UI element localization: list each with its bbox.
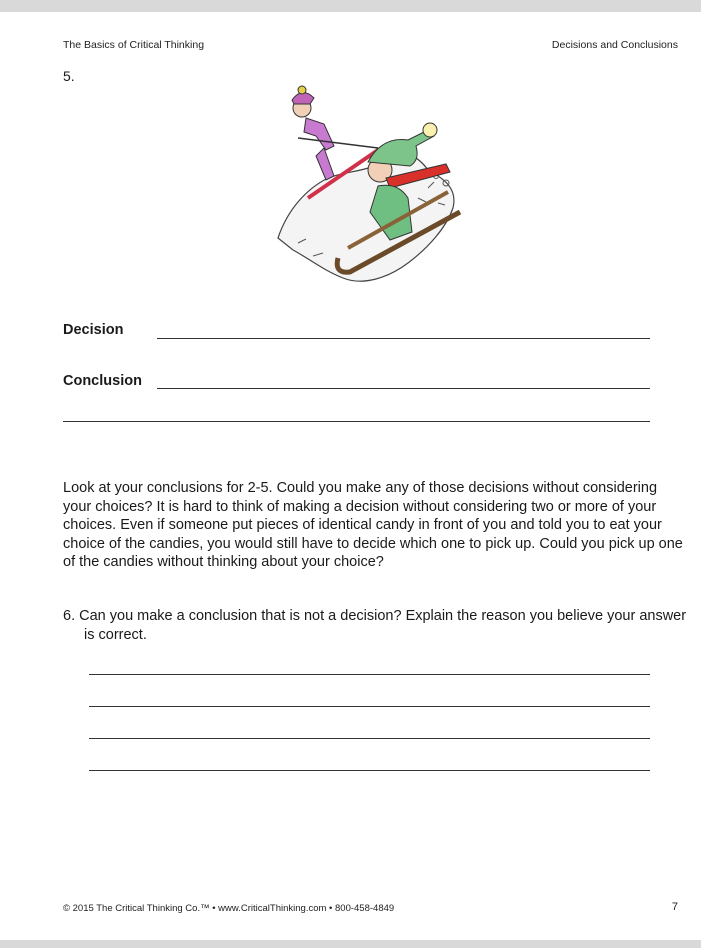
question-5-number: 5. xyxy=(63,68,75,84)
decision-answer-line[interactable] xyxy=(157,338,650,339)
sledding-skiing-illustration xyxy=(268,78,474,290)
answer-line-4[interactable] xyxy=(89,770,650,771)
header-chapter-title: Decisions and Conclusions xyxy=(551,39,678,51)
explanation-paragraph: Look at your conclusions for 2-5. Could you make any of those decisions without considering your choices? It is hard to think of making a decision without considering two or more of your choices. Even if someone put pieces of identical candy in front of you and told you to eat your choice of the candies, you would still have to decide which one to pick up. Could you pick up one of the candies without thinking about your choice? xyxy=(63,480,683,570)
worksheet-page xyxy=(0,12,701,940)
header-book-title: The Basics of Critical Thinking xyxy=(63,39,205,51)
answer-line-3[interactable] xyxy=(89,738,650,739)
question-6-text: 6. Can you make a conclusion that is not a decision? Explain the reason you believe your answer is correct. xyxy=(63,608,687,643)
answer-line-2[interactable] xyxy=(89,706,650,707)
decision-label: Decision xyxy=(63,322,124,338)
conclusion-label: Conclusion xyxy=(63,373,142,389)
page-number: 7 xyxy=(671,901,678,913)
answer-line-1[interactable] xyxy=(89,674,650,675)
footer-copyright: © 2015 The Critical Thinking Co.™ • www.CriticalThinking.com • 800-458-4849 xyxy=(63,903,395,914)
conclusion-answer-line-2[interactable] xyxy=(63,421,650,422)
conclusion-answer-line[interactable] xyxy=(157,388,650,389)
